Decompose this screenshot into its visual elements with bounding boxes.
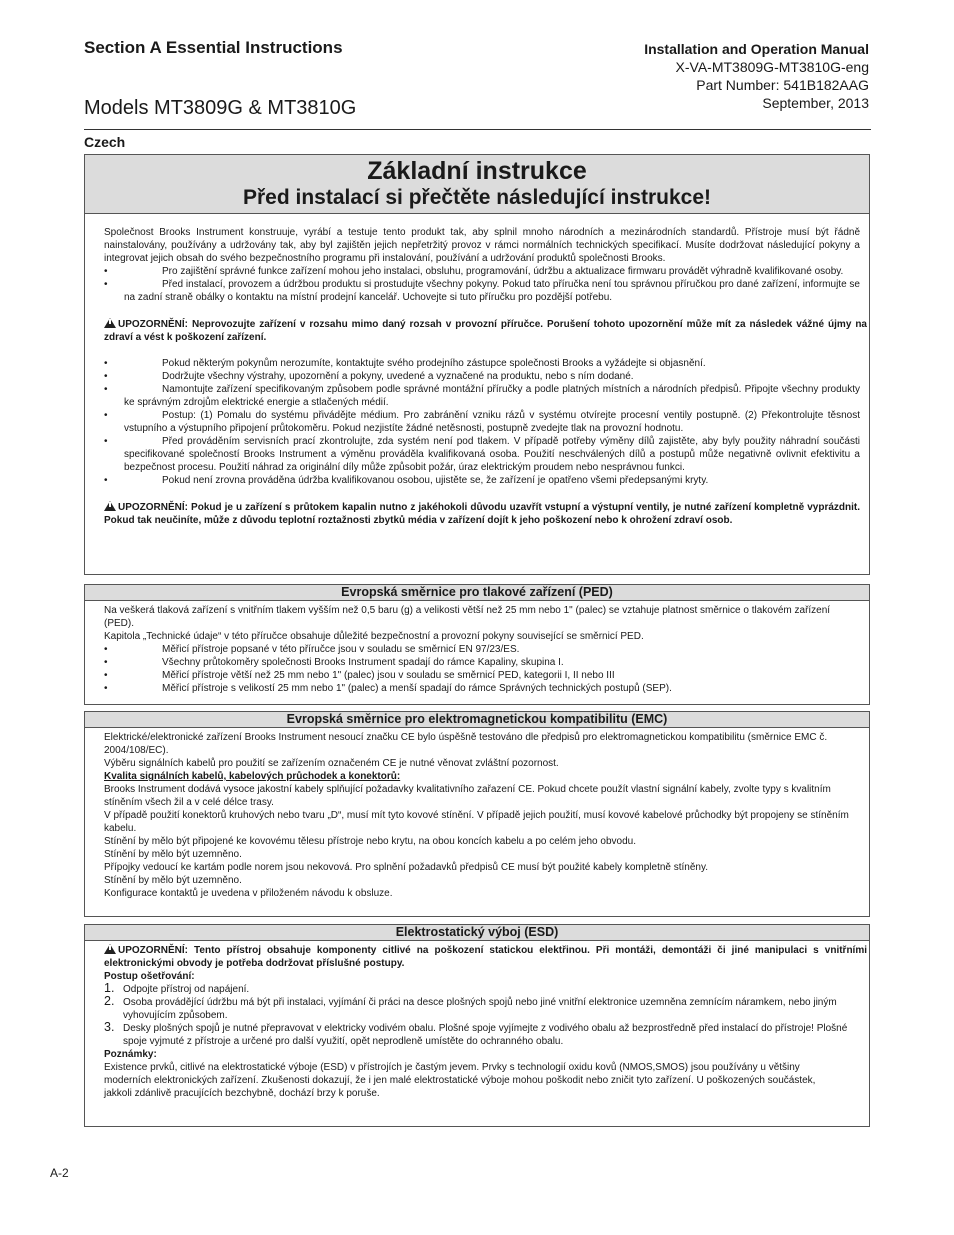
list-item: • Pokud některým pokynům nerozumíte, kontaktujte svého prodejního zástupce společnosti Brooks a vyžádejte si objasnění. xyxy=(104,358,706,369)
warning-liquid-valves: UPOZORNĚNÍ: Pokud je u zařízení s průtokem kapalin nutno z jakéhokoli důvodu uzavřít vstupní a výstupní ventily, je nutné zařízení kompletně vyprázdnit. Pokud tak neučiníte, může z důvodu teplotní roztažnosti zbytků média v zařízení dojít k jeho poškození nebo k ohrožení zdraví osob. xyxy=(104,502,861,526)
bullet-dot: • xyxy=(104,670,108,681)
notes-heading: Poznámky: xyxy=(104,1049,157,1060)
main-banner xyxy=(85,155,869,214)
warning-triangle-icon xyxy=(104,943,118,957)
ped-paragraph: Na veškerá tlaková zařízení s vnitřním tlakem vyšším než 0,5 baru (g) a velikosti větší než 25 mm nebo 1" (palec) se vztahuje platnost směrnice o tlakovém zařízení (PED). xyxy=(104,605,831,629)
bullet-dot: • xyxy=(104,371,108,382)
emc-content xyxy=(85,728,869,900)
list-item: 2. Osoba provádějící údržbu má být při instalaci, vyjímání či práci na desce plošných spojů nebo jiné vnitřní elektronice uzemněna zemnícím náramkem, nebo jiným vyhovujícím způsobem. xyxy=(104,994,837,1021)
ped-paragraph: Kapitola „Technické údaje“ v této příručce obsahuje důležité bezpečnostní a provozní pokyny související se směrnicí PED. xyxy=(104,631,644,642)
emc-box xyxy=(84,711,870,917)
list-item: 1. Odpojte přístroj od napájení. xyxy=(104,981,250,995)
bullet-dot: • xyxy=(104,358,108,369)
language-label: Czech xyxy=(84,134,126,150)
bullet-dot: • xyxy=(104,384,108,395)
bullet-dot: • xyxy=(104,657,108,668)
doc-code: X-VA-MT3809G-MT3810G-eng xyxy=(675,59,869,75)
emc-paragraph: Stínění by mělo být připojené ke kovovému tělesu přístroje nebo krytu, na obou koncích kabelu a po celém jeho obvodu. xyxy=(104,836,636,847)
main-title: Základní instrukce xyxy=(367,157,587,185)
bullet-dot: • xyxy=(104,683,108,694)
procedure-heading: Postup ošetřování: xyxy=(104,971,195,982)
list-item: • Namontujte zařízení specifikovaným způsobem podle správné montážní příručky a podle platných místních a národních předpisů. Připojte všechny produkty ke správným zdrojům elektrické energie a stlačených médií. xyxy=(104,384,860,408)
emc-paragraph: Stínění by mělo být uzemněno. xyxy=(104,849,242,860)
warning-operating-range: UPOZORNĚNÍ: Neprovozujte zařízení v rozsahu mimo daný rozsah v provozní příručce. Porušení tohoto upozornění může mít za následek vážné újmy na zdraví a vést k poškození zařízení. xyxy=(104,319,867,343)
part-number: Part Number: 541B182AAG xyxy=(696,77,869,93)
models-title: Models MT3809G & MT3810G xyxy=(84,97,357,119)
esd-box xyxy=(84,924,870,1127)
main-content xyxy=(85,214,869,527)
emc-paragraph: Výběru signálních kabelů pro použití se zařízením označeném CE je nutné věnovat zvláštní pozornost. xyxy=(104,758,559,769)
header-divider xyxy=(84,129,871,130)
ped-box xyxy=(84,584,870,705)
step-number: 1. xyxy=(104,981,115,995)
warning-triangle-icon xyxy=(104,500,118,514)
section-title: Section A Essential Instructions xyxy=(84,38,343,57)
emc-paragraph: Stínění by mělo být uzemněno. xyxy=(104,875,242,886)
bullet-dot: • xyxy=(104,266,108,277)
list-item: • Měřicí přístroje větší než 25 mm nebo 1" (palec) jsou v souladu se směrnicí PED, kategorii I, II nebo III xyxy=(104,670,615,681)
list-item: • Pokud není zrovna prováděna údržba kvalifikovanou osobou, ujistěte se, že zařízení je opatřeno všemi předepsanými kryty. xyxy=(104,475,709,486)
emc-paragraph: Elektrické/elektronické zařízení Brooks Instrument nesoucí značku CE bylo úspěšně testováno dle předpisů pro elektromagnetickou kompatibilitu (směrnice EMC č. 2004/108/EC). xyxy=(104,732,828,756)
step-number: 3. xyxy=(104,1020,115,1034)
list-item: • Dodržujte všechny výstrahy, upozornění a pokyny, uvedené a vyznačené na produktu, nebo s ním dodané. xyxy=(104,371,634,382)
list-item: • Před prováděním servisních prací zkontrolujte, zda systém není pod tlakem. V případě potřeby výměny dílů zajistěte, aby byly použity náhradní součásti specifikované společností Brooks Instrument a výměnu prováděla kvalifikovaná osoba. Použití neschválených dílů a postupů může negativně ovlivnit efektivitu a bezpečnost procesu. Použití náhrad za originální díly může způsobit požár, úraz elektrickým proudem nebo nesprávnou funkci. xyxy=(104,436,860,473)
document-info xyxy=(644,40,869,112)
list-item: • Všechny průtokoměry společnosti Brooks Instrument spadají do rámce Kapaliny, skupina I. xyxy=(104,657,564,668)
list-item: 3. Desky plošných spojů je nutné přepravovat v elektricky vodivém obalu. Plošné spoje vyjímejte z vodivého obalu až bezprostředně před instalací do přístroje! Plošné spoje vyjmuté z přístroje a určené pro další využití, opět neprodleně umístěte do ochranného obalu. xyxy=(104,1020,848,1047)
emc-cable-heading: Kvalita signálních kabelů, kabelových průchodek a konektorů: xyxy=(104,771,401,782)
emc-paragraph: Konfigurace kontaktů je uvedena v přiloženém návodu k obsluze. xyxy=(104,888,393,899)
notes-paragraph: Existence prvků, citlivé na elektrostatické výboje (ESD) v přístrojích je častým jevem. Prvky s technologií oxidu kovů (NMOS,SMOS) jsou používány u většiny moderních elektronických zařízení. Zkušenosti dokazují, že i jen malé elektrostatické výboje mohou poškodit nebo zničit tyto zařízení. U poškozených součástek, jakkoli zdánlivě pracujících bezchybně, dochází brzy k poruše. xyxy=(104,1062,816,1099)
esd-title: Elektrostatický výboj (ESD) xyxy=(85,925,869,941)
bullet-dot: • xyxy=(104,410,108,421)
bullet-dot: • xyxy=(104,475,108,486)
ped-title: Evropská směrnice pro tlakové zařízení (PED) xyxy=(85,585,869,601)
emc-paragraph: Brooks Instrument dodává vysoce jakostní kabely splňující požadavky kvalitativního zařazení CE. Pokud chcete použít vlastní signální kabely, zvolte typy s kvalitním stíněním všech žil a v celé délce trasy. xyxy=(104,784,831,808)
warning-esd: UPOZORNĚNÍ: Tento přístroj obsahuje komponenty citlivé na poškození statickou elektřinou. Při montáži, demontáži či jiné manipulaci s vnitřními elektronickými obvody je potřeba dodržovat příslušné postupy. xyxy=(104,945,867,969)
page-number: A-2 xyxy=(50,1166,69,1180)
list-item: • Před instalací, provozem a údržbou produktu si prostudujte všechny pokyny. Pokud tato příručka není tou správnou příručkou pro dané zařízení, informujte se na zadní straně obálky o kontaktu na místní prodejní kancelář. Uchovejte si tuto příručku pro pozdější potřebu. xyxy=(104,279,860,303)
emc-paragraph: V případě použití konektorů kruhových nebo tvaru „D“, musí mít tyto kovové stínění. V případě jejich použití, musí kovové kabelové průchodky být propojeny se stíněním kabelu. xyxy=(104,810,849,834)
warning-triangle-icon xyxy=(104,317,118,331)
list-item: • Měřicí přístroje s velikostí 25 mm nebo 1" (palec) a menší spadají do rámce Správných technických postupů (SEP). xyxy=(104,683,672,694)
emc-paragraph: Přípojky vedoucí ke kartám podle norem jsou nekovová. Pro splnění požadavků předpisů CE musí být použité kabely kompletně stíněny. xyxy=(104,862,709,873)
bullet-dot: • xyxy=(104,279,108,290)
ped-content xyxy=(85,601,869,695)
list-item: • Postup: (1) Pomalu do systému přivádějte médium. Pro zabránění vzniku rázů v systému otvírejte procesní ventily postupně. (2) Překontrolujte těsnost vstupního a výstupního připojení průtokoměru. Pokud nezjistíte žádné netěsnosti, postupně zvedejte tlak na provozní hodnotu. xyxy=(104,410,860,434)
emc-title: Evropská směrnice pro elektromagnetickou kompatibilitu (EMC) xyxy=(85,712,869,728)
list-item: • Pro zajištění správné funkce zařízení mohou jeho instalaci, obsluhu, programování, údržbu a aktualizace firmwaru provádět výhradně kvalifikované osoby. xyxy=(104,266,844,277)
essential-instructions-box xyxy=(84,154,870,575)
main-subtitle: Před instalací si přečtěte následující instrukce! xyxy=(242,186,712,209)
publish-date: September, 2013 xyxy=(762,95,869,111)
esd-content xyxy=(85,941,869,1100)
step-number: 2. xyxy=(104,994,115,1008)
list-item: • Měřicí přístroje popsané v této příručce jsou v souladu se směrnicí EN 97/23/ES. xyxy=(104,644,520,655)
bullet-dot: • xyxy=(104,644,108,655)
intro-paragraph: Společnost Brooks Instrument konstruuje, vyrábí a testuje tento produkt tak, aby splnil mnoho národních a mezinárodních standardů. Přístroje musí být řádně nainstalovány, používány a udržovány tak, aby byl zajištěn jejich nepřetržitý provoz v rámci normálních technických specifikací. Musíte dodržovat následující pokyny a integrovat jejich obsah do svého bezpečnostního programu při instalování, používání a udržování produktů společnosti Brooks. xyxy=(104,227,860,264)
bullet-dot: • xyxy=(104,436,108,447)
manual-title: Installation and Operation Manual xyxy=(644,41,869,57)
